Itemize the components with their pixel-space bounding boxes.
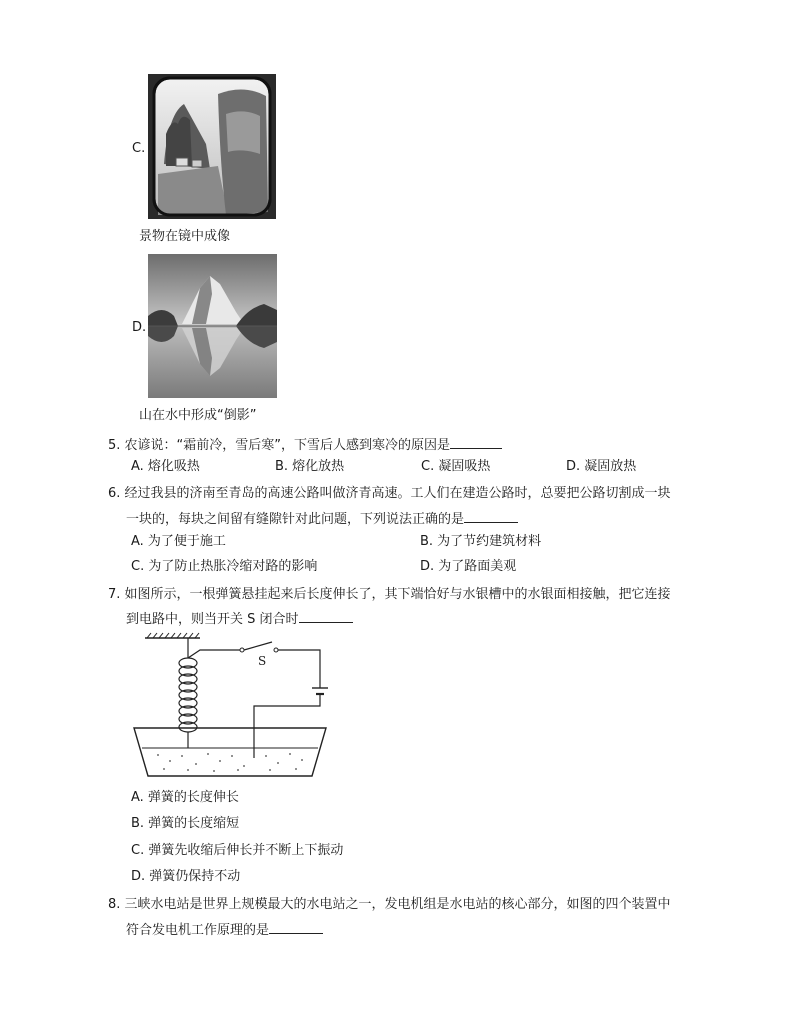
- question-5-option-b[interactable]: B. 熔化放热: [275, 459, 345, 474]
- switch-s-label: S: [258, 654, 267, 668]
- question-6-option-a[interactable]: A. 为了便于施工: [131, 534, 226, 549]
- question-8-line2: [126, 921, 323, 939]
- question-6-option-d[interactable]: D. 为了路面美观: [420, 559, 517, 574]
- answer-blank[interactable]: [299, 610, 353, 623]
- question-6-option-b[interactable]: B. 为了节约建筑材料: [420, 534, 542, 549]
- question-5-text: 5. 农谚说：“霜前冷，雪后寒”，下雪后人感到寒冷的原因是: [108, 438, 451, 453]
- question-5-option-d[interactable]: D. 凝固放热: [566, 459, 637, 474]
- question-6-line2: [126, 510, 518, 528]
- question-8-line1: 8. 三峡水电站是世界上规模最大的水电站之一，发电机组是水电站的核心部分，如图的四个装置中: [108, 897, 671, 912]
- answer-blank[interactable]: [464, 510, 518, 523]
- question-5-stem: [108, 436, 502, 454]
- answer-blank[interactable]: [269, 921, 323, 934]
- mirror-photo: [148, 74, 276, 219]
- question-5-option-a[interactable]: A. 熔化吸热: [131, 459, 200, 474]
- mountain-reflection-photo: [148, 254, 277, 398]
- question-5-option-c[interactable]: C. 凝固吸热: [421, 459, 491, 474]
- question-6-line1: 6. 经过我县的济南至青岛的高速公路叫做济青高速。工人们在建造公路时，总要把公路切割成一块: [108, 486, 671, 501]
- question-7-option-a[interactable]: A. 弹簧的长度伸长: [131, 790, 239, 805]
- question-7-line1: 7. 如图所示，一根弹簧悬挂起来后长度伸长了，其下端恰好与水银槽中的水银面相接触，把它连接: [108, 587, 671, 602]
- question-6-line2-text: 一块的，每块之间留有缝隙针对此问题，下列说法正确的是: [126, 512, 465, 527]
- option-d-caption: 山在水中形成“倒影”: [139, 408, 257, 423]
- question-7-option-c[interactable]: C. 弹簧先收缩后伸长并不断上下振动: [131, 843, 344, 858]
- answer-blank[interactable]: [450, 436, 502, 449]
- question-6-option-c[interactable]: C. 为了防止热胀冷缩对路的影响: [131, 559, 318, 574]
- question-7-line2-text: 到电路中，则当开关 S 闭合时: [126, 612, 299, 627]
- option-d-letter: D.: [132, 320, 147, 335]
- option-c-letter: C.: [132, 141, 146, 156]
- spring-circuit-diagram: [130, 630, 330, 780]
- question-8-line2-text: 符合发电机工作原理的是: [126, 923, 270, 938]
- question-7-line2: [126, 610, 353, 628]
- option-c-caption: 景物在镜中成像: [139, 229, 231, 244]
- question-7-option-d[interactable]: D. 弹簧仍保持不动: [131, 869, 241, 884]
- question-7-option-b[interactable]: B. 弹簧的长度缩短: [131, 816, 240, 831]
